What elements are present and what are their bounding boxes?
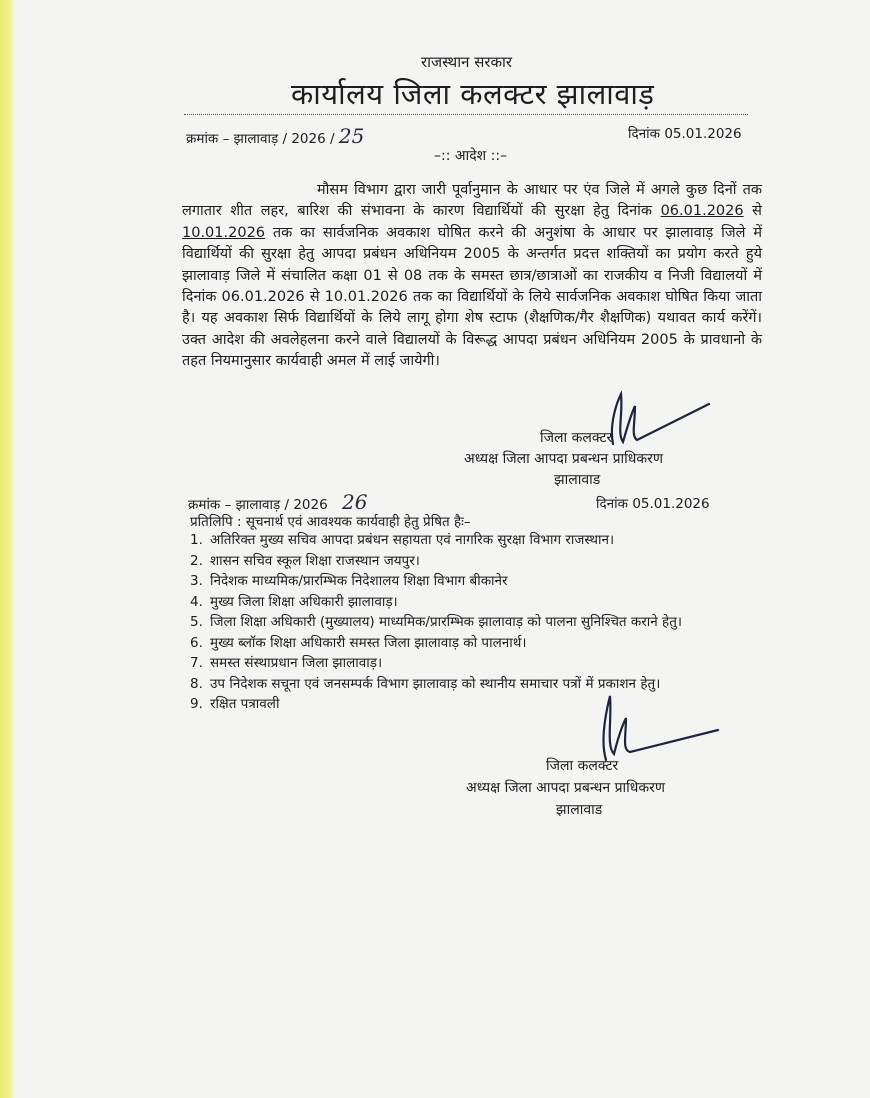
list-item: 7. समस्त संस्थाप्रधान जिला झालावाड़। [190,655,383,671]
order-heading: –:: आदेश ::– [434,148,508,164]
order-signature-place: झालावाड [554,472,601,488]
copy-intro: प्रतिलिपि : सूचनार्थ एवं आवश्यक कार्यवाही हेतु प्रेषित हैः– [190,514,471,530]
order-ref-prefix: क्रमांक – झालावाड़ / 2026 / [186,131,335,147]
list-item: 6. मुख्य ब्लॉक शिक्षा अधिकारी समस्त जिला झालावाड़ को पालनार्थ। [190,634,527,651]
header-divider [184,114,748,115]
list-item: 4. मुख्य जिला शिक्षा अधिकारी झालावाड़। [190,593,398,610]
copy-signature-designation: अध्यक्ष जिला आपदा प्रबन्धन प्राधिकरण [466,780,666,796]
list-item: 9. रक्षित पत्रावली [190,696,280,712]
order-document [16,0,870,1098]
order-signature-designation: अध्यक्ष जिला आपदा प्रबन्धन प्राधिकरण [464,451,664,467]
list-item: 2. शासन सचिव स्कूल शिक्षा राजस्थान जयपुर। [190,552,420,569]
order-signature-title: जिला कलक्टर [540,430,613,446]
copy-reference [188,490,367,514]
order-body-text-1: मौसम विभाग द्वारा जारी पूर्वानुमान के आधार पर एंव जिले में अगले कुछ दिनों तक लगातार शीत लहर, बारिश की संभावना के कारण विद्यार्थियों की सुरक्षा हेतु दिनांक [182,182,762,220]
list-item: 5. जिला शिक्षा अधिकारी (मुख्यालय) माध्यमिक/प्रारम्भिक झालावाड़ को पालना सुनिश्चित कराने हेतु। [190,614,683,630]
copy-ref-number: 26 [342,490,368,514]
government-name: राजस्थान सरकार [421,53,513,71]
order-body-text-2: से [743,203,762,220]
list-item: 3. निदेशक माध्यमिक/प्रारम्भिक निदेशालय शिक्षा विभाग बीकानेर [190,573,508,589]
order-reference [186,124,364,148]
order-ref-number: 25 [338,124,365,148]
order-body-text-3: तक का सार्वजनिक अवकाश घोषित करने की अनुशंषा के आधार पर झालावाड़ जिले में विद्यार्थियों की सुरक्षा हेतु आपदा प्रबंधन अधिनियम 2005 के अन्तर्गत प्रदत्त शक्तियों का प्रयोग करते हुये झालावाड़ जिले में संचालित कक्षा 01 से 08 तक के समस्त छात्र/छात्राओं का राजकीय व निजी विद्यालयों में दिनांक 06.01.2026 से 10.01.2026 तक का विद्यार्थियों के लिये सार्वजनिक अवकाश घोषित किया जाता है। यह अवकाश सिर्फ विद्यार्थियों के लिये लागू होगा शेष स्टाफ (शैक्षणिक/गैर शैक्षणिक) यथावत कार्य करेंगें। उक्त आदेश की अवलेहलना करने वाले विद्यालयों के विरूद्ध आपदा प्रबंधन अधिनियम 2005 के प्रावधानो के तहत नियमानुसार कार्यवाही अमल में लाई जायेगी। [182,224,762,370]
copy-signature-place: झालावाड [556,802,603,818]
copy-recipient-list [190,530,750,715]
order-body-date-from: 06.01.2026 [660,203,744,220]
order-body [182,180,762,373]
page-edge [0,0,16,1098]
copy-signature-title: जिला कलक्टर [546,758,619,774]
list-item: 1. अतिरिक्त मुख्य सचिव आपदा प्रबंधन सहायता एवं नागरिक सुरक्षा विभाग राजस्थान। [190,532,615,548]
copy-date: दिनांक 05.01.2026 [596,496,710,512]
copy-ref-prefix: क्रमांक – झालावाड़ / 2026 [188,497,328,513]
order-body-date-to: 10.01.2026 [182,224,266,241]
order-date: दिनांक 05.01.2026 [628,126,742,142]
office-title: कार्यालय जिला कलक्टर झालावाड़ [291,77,655,111]
list-item: 8. उप निदेशक सचूना एवं जनसम्पर्क विभाग झालावाड़ को स्थानीय समाचार पत्रों में प्रकाशन हेतु। [190,675,661,692]
